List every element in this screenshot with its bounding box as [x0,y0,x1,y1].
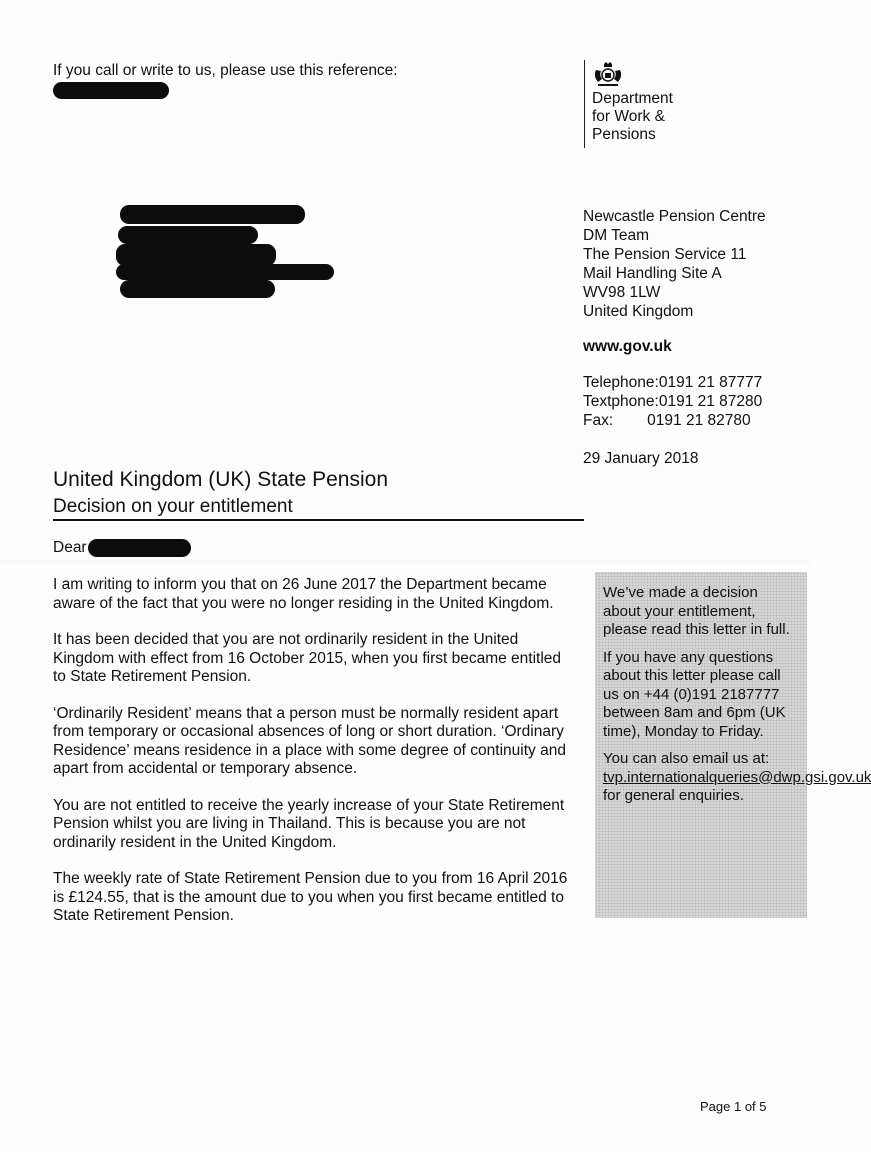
redacted-address-line [120,280,275,298]
website: www.gov.uk [583,338,672,355]
address-line: DM Team [583,227,650,244]
letter-subtitle: Decision on your entitlement [53,496,293,517]
royal-crest-icon [592,62,624,88]
letter-body [53,576,578,944]
body-paragraph: You are not entitled to receive the yearly increase of your State Retirement Pension whilst you are living in Thailand. This is because you are not ordinarily resident in the United Kingdom. [53,796,565,851]
salutation: Dear [53,539,87,556]
reference-prompt: If you call or write to us, please use this reference: [53,62,398,79]
redacted-reference [53,82,169,99]
telephone-row [583,373,762,392]
email-prefix: You can also email us at: [603,750,770,767]
body-paragraph: I am writing to inform you that on 26 June 2017 the Department became aware of the fact that you were no longer residing in the United Kingdom. [53,576,554,612]
address-line: United Kingdom [583,303,694,320]
dept-line: Department [592,90,673,107]
textphone-label: Textphone: [583,393,659,410]
email-link[interactable]: tvp.internationalqueries@dwp.gsi.gov.uk [603,768,871,786]
address-line: Newcastle Pension Centre [583,208,766,225]
info-sidebar [595,572,871,918]
telephone-label: Telephone: [583,374,659,391]
fax-label: Fax: [583,412,614,429]
redacted-name [88,539,191,557]
fax-row [583,411,762,430]
sidebar-decision-note: We’ve made a decision about your entitlement, please read this letter in full. [603,584,790,638]
page-number: Page 1 of 5 [700,1099,767,1114]
address-line: Mail Handling Site A [583,265,722,282]
dept-line: Pensions [592,126,656,143]
address-line: WV98 1LW [583,284,661,301]
contact-numbers [583,373,762,430]
redacted-address-line [120,205,305,224]
redacted-address-line [118,226,258,244]
address-line: The Pension Service 11 [583,246,747,263]
body-paragraph: It has been decided that you are not ordinarily resident in the United Kingdom with effect from 16 October 2015, when you first became entitled to State Retirement Pension. [53,631,562,685]
sidebar-email-note [603,750,871,806]
body-paragraph: ‘Ordinarily Resident’ means that a person must be normally resident apart from temporary or occasional absences of long or short duration. ‘Ordinary Residence’ means residence in a place with some degree of continuity and apart from accidental or temporary absence. [53,704,566,777]
letter-date: 29 January 2018 [583,450,699,467]
body-paragraph: The weekly rate of State Retirement Pension due to you from 16 April 2016 is £124.55, that is the amount due to you when you first became entitled to State Retirement Pension. [53,870,568,924]
logo-rule [584,60,585,148]
department-name [592,90,673,144]
sender-address [583,207,766,321]
redacted-address-line [116,264,334,280]
fax-number: 0191 21 82780 [647,412,751,429]
email-suffix: for general enquiries. [603,787,744,804]
telephone-number: 0191 21 87777 [658,374,763,391]
sidebar-phone-note: If you have any questions about this letter please call us on +44 (0)191 2187777 between 8am and 6pm (UK time), Monday to Friday. [603,648,786,740]
letter-title: United Kingdom (UK) State Pension [53,468,389,491]
textphone-row [583,392,762,411]
title-rule [53,519,584,521]
dept-line: for Work & [592,108,665,125]
textphone-number: 0191 21 87280 [658,393,763,410]
scan-artifact [0,560,809,568]
redacted-address-line [116,244,276,266]
